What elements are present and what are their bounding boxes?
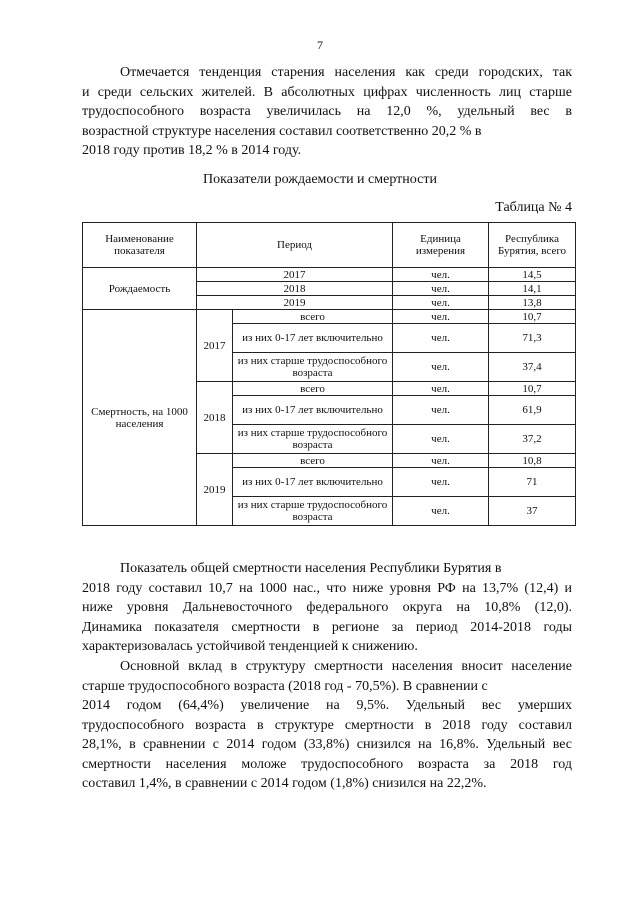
subcategory-cell: из них 0-17 лет включительно	[233, 396, 393, 425]
value-cell: 13,8	[489, 296, 576, 310]
unit-cell: чел.	[393, 310, 489, 324]
value-cell: 37,2	[489, 425, 576, 454]
value-cell: 61,9	[489, 396, 576, 425]
indicators-table	[82, 222, 576, 526]
value-cell: 71,3	[489, 324, 576, 353]
year-cell: 2018	[197, 382, 233, 454]
page-number: 7	[317, 38, 323, 52]
value-cell: 14,5	[489, 268, 576, 282]
subcategory-cell: из них старше трудоспособного возраста	[233, 497, 393, 526]
text-line: смертности населения моложе трудоспособного возраста за 2018 год	[82, 756, 572, 772]
text-line: Отмечается тенденция старения населения как среди городских, так	[120, 65, 572, 80]
subcategory-cell: из них 0-17 лет включительно	[233, 324, 393, 353]
structure-paragraph	[82, 657, 572, 794]
value-cell: 37	[489, 497, 576, 526]
table-row	[83, 310, 576, 324]
value-cell: 37,4	[489, 353, 576, 382]
unit-cell: чел.	[393, 468, 489, 497]
year-cell: 2019	[197, 454, 233, 526]
period-cell: 2019	[197, 296, 393, 310]
table-label: Таблица № 4	[495, 200, 572, 215]
unit-cell: чел.	[393, 324, 489, 353]
text-line: Динамика показателя смертности в регионе за период 2014-2018 годы	[82, 619, 572, 635]
subcategory-cell: из них старше трудоспособного возраста	[233, 353, 393, 382]
unit-cell: чел.	[393, 425, 489, 454]
unit-cell: чел.	[393, 268, 489, 282]
value-cell: 10,7	[489, 382, 576, 396]
value-cell: 10,8	[489, 454, 576, 468]
unit-cell: чел.	[393, 282, 489, 296]
unit-cell: чел.	[393, 396, 489, 425]
text-line: ниже уровня Дальневосточного федерального округа на 10,8% (12,0).	[82, 600, 572, 615]
text-line: возрастной структуре населения составил соответственно 20,2 % в	[82, 123, 482, 139]
subcategory-cell: всего	[233, 454, 393, 468]
period-cell: 2017	[197, 268, 393, 282]
text-line: Показатель общей смертности населения Республики Бурятия в	[120, 561, 502, 576]
text-line: 2018 году против 18,2 % в 2014 году.	[82, 143, 302, 158]
unit-cell: чел.	[393, 296, 489, 310]
value-cell: 10,7	[489, 310, 576, 324]
text-line: 2014 годом (64,4%) увеличение на 9,5%. Удельный вес умерших	[82, 698, 572, 713]
header-period: Период	[197, 223, 393, 268]
unit-cell: чел.	[393, 497, 489, 526]
subcategory-cell: из них старше трудоспособного возраста	[233, 425, 393, 454]
text-line: 28,1%, в сравнении с 2014 годом (33,8%) снизился на 16,8%. Удельный вес	[82, 737, 572, 752]
subcategory-cell: из них 0-17 лет включительно	[233, 468, 393, 497]
mortality-label: Смертность, на 1000 населения	[83, 310, 197, 526]
header-value: Республика Бурятия, всего	[489, 223, 576, 268]
header-unit: Единица измерения	[393, 223, 489, 268]
value-cell: 14,1	[489, 282, 576, 296]
intro-paragraph	[82, 63, 572, 161]
subcategory-cell: всего	[233, 310, 393, 324]
text-line: трудоспособного возраста в структуре смертности в 2018 году составил	[82, 717, 572, 733]
table-row	[83, 268, 576, 282]
year-cell: 2017	[197, 310, 233, 382]
period-cell: 2018	[197, 282, 393, 296]
subcategory-cell: всего	[233, 382, 393, 396]
unit-cell: чел.	[393, 454, 489, 468]
header-indicator: Наименование показателя	[83, 223, 197, 268]
unit-cell: чел.	[393, 382, 489, 396]
birth-label: Рождаемость	[83, 268, 197, 310]
mortality-paragraph	[82, 559, 572, 657]
unit-cell: чел.	[393, 353, 489, 382]
text-line: Основной вклад в структуру смертности населения вносит население	[120, 659, 572, 674]
text-line: и среди сельских жителей. В абсолютных цифрах численность лиц старше	[82, 84, 572, 100]
section-heading: Показатели рождаемости и смертности	[203, 172, 437, 187]
text-line: составил 1,4%, в сравнении с 2014 годом (1,8%) снизился на 22,2%.	[82, 776, 487, 791]
table-header-row	[83, 223, 576, 268]
value-cell: 71	[489, 468, 576, 497]
text-line: трудоспособного возраста увеличилась на 12,0 %, удельный вес в	[82, 104, 572, 119]
text-line: старше трудоспособного возраста (2018 год - 70,5%). В сравнении с	[82, 678, 488, 694]
text-line: характеризовалась устойчивой тенденцией к снижению.	[82, 639, 418, 654]
text-line: 2018 году составил 10,7 на 1000 нас., что ниже уровня РФ на 13,7% (12,4) и	[82, 580, 572, 596]
